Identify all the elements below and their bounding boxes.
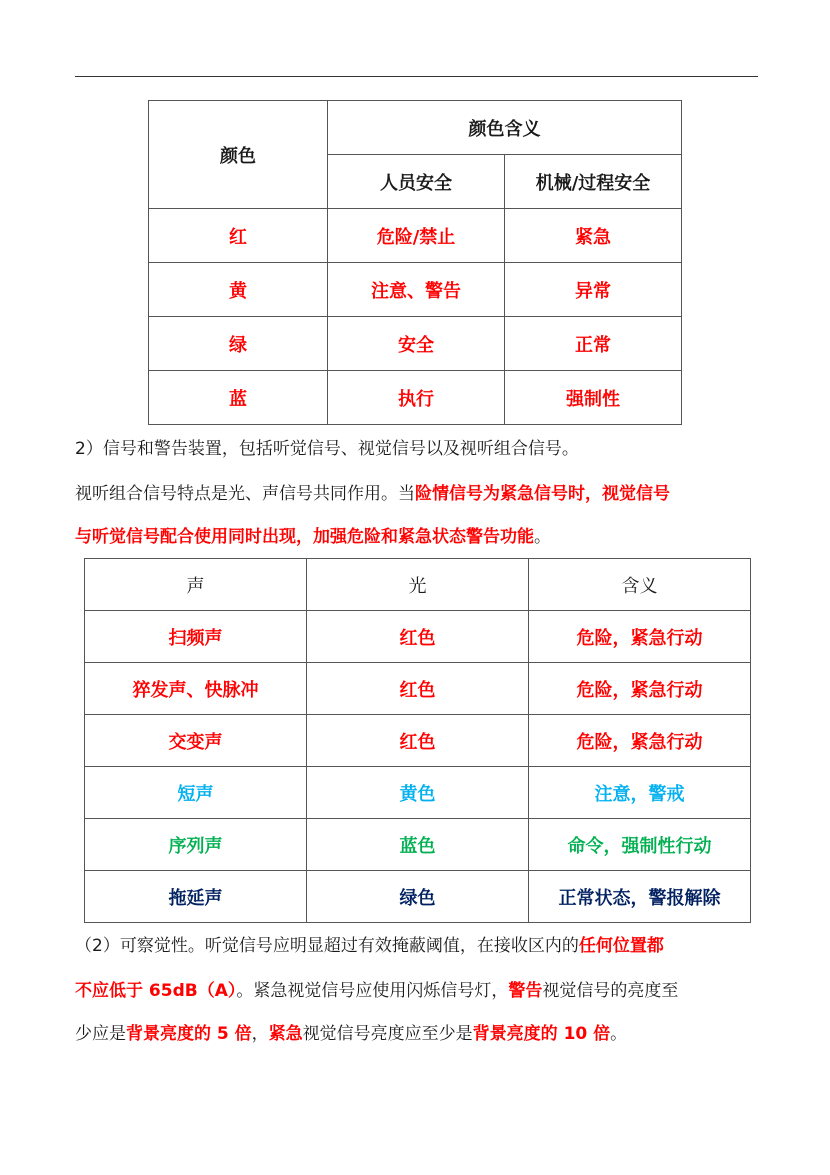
cell-sound: 序列声 bbox=[85, 819, 307, 871]
cell-color: 红 bbox=[149, 209, 328, 263]
cell-light: 红色 bbox=[307, 663, 529, 715]
cell-person: 安全 bbox=[328, 317, 505, 371]
paragraph-combined-signal-line1 bbox=[75, 484, 765, 504]
text-emphasis: 任何位置都 bbox=[578, 936, 664, 956]
paragraph-perceptibility-line2 bbox=[75, 981, 765, 1001]
cell-meaning: 命令，强制性行动 bbox=[529, 819, 751, 871]
text-emphasis: 警告 bbox=[508, 981, 543, 1001]
cell-light: 红色 bbox=[307, 715, 529, 767]
cell-meaning: 正常状态，警报解除 bbox=[529, 871, 751, 923]
signal-table bbox=[84, 558, 751, 923]
cell-meaning: 危险，紧急行动 bbox=[529, 611, 751, 663]
text-emphasis: 与听觉信号配合使用同时出现，加强危险和紧急状态警告功能 bbox=[75, 527, 534, 547]
text-plain: 。 bbox=[610, 1024, 628, 1044]
color-meaning-table bbox=[148, 100, 682, 425]
header-meaning: 颜色含义 bbox=[328, 101, 682, 155]
text-emphasis: 不应低于 65dB（A） bbox=[75, 981, 237, 1001]
text-plain: 少应是 bbox=[75, 1024, 126, 1044]
paragraph-perceptibility-line1 bbox=[75, 936, 765, 956]
table-row bbox=[85, 611, 751, 663]
cell-machine: 异常 bbox=[505, 263, 682, 317]
cell-color: 黄 bbox=[149, 263, 328, 317]
table-row bbox=[149, 371, 682, 425]
paragraph-signal-devices: 2）信号和警告装置，包括听觉信号、视觉信号以及视听组合信号。 bbox=[75, 439, 579, 459]
text-plain: 视觉信号亮度应至少是 bbox=[302, 1024, 473, 1044]
cell-sound: 交变声 bbox=[85, 715, 307, 767]
text-emphasis: 背景亮度的 5 倍 bbox=[126, 1024, 252, 1044]
cell-meaning: 危险，紧急行动 bbox=[529, 663, 751, 715]
table-row bbox=[85, 819, 751, 871]
text-emphasis: 背景亮度的 10 倍 bbox=[472, 1024, 611, 1044]
table-row bbox=[149, 209, 682, 263]
cell-person: 注意、警告 bbox=[328, 263, 505, 317]
header-meaning: 含义 bbox=[529, 559, 751, 611]
cell-light: 黄色 bbox=[307, 767, 529, 819]
cell-meaning: 危险，紧急行动 bbox=[529, 715, 751, 767]
cell-sound: 扫频声 bbox=[85, 611, 307, 663]
cell-light: 蓝色 bbox=[307, 819, 529, 871]
header-rule bbox=[75, 76, 758, 77]
text-plain: （2）可察觉性。听觉信号应明显超过有效掩蔽阈值，在接收区内的 bbox=[75, 936, 579, 956]
cell-machine: 紧急 bbox=[505, 209, 682, 263]
cell-machine: 正常 bbox=[505, 317, 682, 371]
cell-sound: 猝发声、快脉冲 bbox=[85, 663, 307, 715]
header-sound: 声 bbox=[85, 559, 307, 611]
cell-person: 危险/禁止 bbox=[328, 209, 505, 263]
table-row bbox=[85, 715, 751, 767]
cell-light: 红色 bbox=[307, 611, 529, 663]
text-plain: ， bbox=[251, 1024, 269, 1044]
header-color: 颜色 bbox=[149, 101, 328, 209]
cell-color: 绿 bbox=[149, 317, 328, 371]
table-row bbox=[85, 871, 751, 923]
cell-sound: 拖延声 bbox=[85, 871, 307, 923]
paragraph-combined-signal-line2 bbox=[75, 527, 765, 547]
text-emphasis: 紧急 bbox=[268, 1024, 303, 1044]
header-light: 光 bbox=[307, 559, 529, 611]
table-row bbox=[149, 317, 682, 371]
header-machine-safety: 机械/过程安全 bbox=[505, 155, 682, 209]
cell-light: 绿色 bbox=[307, 871, 529, 923]
table-row bbox=[85, 767, 751, 819]
cell-machine: 强制性 bbox=[505, 371, 682, 425]
cell-meaning: 注意，警戒 bbox=[529, 767, 751, 819]
text-plain: 视觉信号的亮度至 bbox=[542, 981, 679, 1001]
cell-person: 执行 bbox=[328, 371, 505, 425]
text-plain: 视听组合信号特点是光、声信号共同作用。当 bbox=[75, 484, 415, 504]
cell-color: 蓝 bbox=[149, 371, 328, 425]
text-plain: 。紧急视觉信号应使用闪烁信号灯， bbox=[236, 981, 509, 1001]
text-emphasis: 险情信号为紧急信号时，视觉信号 bbox=[415, 484, 670, 504]
text-plain: 。 bbox=[534, 527, 551, 547]
table-row bbox=[149, 263, 682, 317]
paragraph-perceptibility-line3 bbox=[75, 1024, 765, 1044]
table-row bbox=[85, 663, 751, 715]
header-person-safety: 人员安全 bbox=[328, 155, 505, 209]
cell-sound: 短声 bbox=[85, 767, 307, 819]
